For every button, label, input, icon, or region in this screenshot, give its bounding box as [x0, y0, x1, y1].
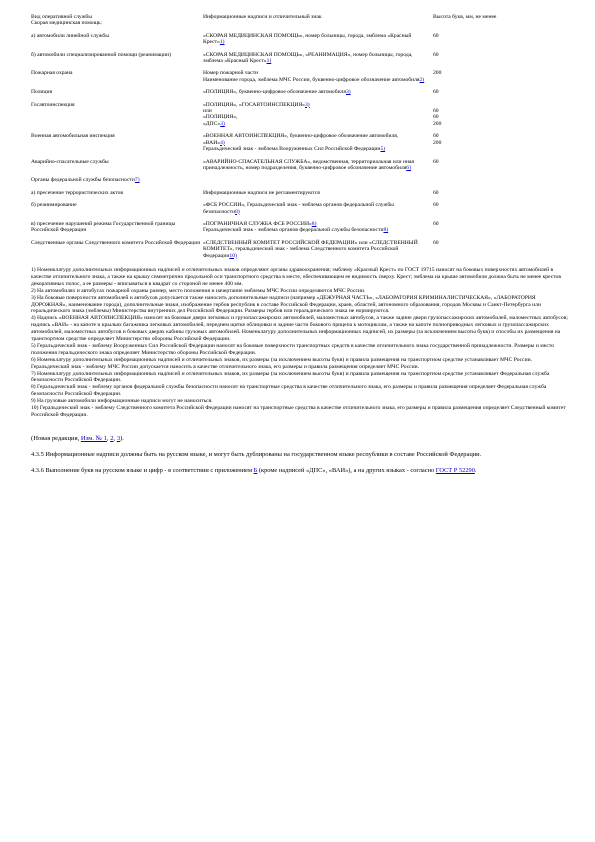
footnote-link[interactable]: 8)	[383, 227, 389, 234]
inscription-cell: «ФСБ РОССИИ», Геральдический знак - эмблема органов федеральной службы безопасности8)	[203, 202, 394, 215]
spec-table	[31, 14, 579, 259]
service-type-cell: б) реанимирование	[31, 202, 77, 209]
appendix-b-link[interactable]: Б	[253, 467, 258, 475]
service-type-cell: Пожарная охрана	[31, 70, 73, 77]
service-type-cell: Следственные органы Следственного комитета Российской Федерации	[31, 239, 201, 246]
table-row	[31, 196, 579, 215]
service-type-cell: а) пресечение террористических актов	[31, 189, 124, 196]
paragraph-4-3-6: 4.3.6 Выполнение букв на русском языке и цифр - в соответствии с приложением Б (кроме надписей «ДПС», «ВАИ»), а на других языках - согласно ГОСТ Р 52290.	[31, 467, 477, 475]
letter-height-cell: 60	[433, 202, 439, 209]
service-type-cell: Аварийно-спасательные службы	[31, 158, 109, 165]
letter-height-cell: 200	[433, 139, 442, 146]
footnote-link[interactable]: 5)	[380, 146, 386, 153]
service-type-cell: Военная автомобильная инспекция	[31, 133, 115, 140]
letter-height-cell: 60	[433, 133, 439, 140]
footnote-link[interactable]: 8)	[311, 220, 317, 227]
table-row	[31, 83, 579, 95]
inscription-cell: «ПОЛИЦИЯ», буквенно-цифровое обозначение автомобиля3)	[203, 89, 351, 96]
table-row	[31, 171, 579, 183]
footnote-link[interactable]: 6)	[406, 164, 411, 171]
table-row	[31, 27, 579, 46]
footnote: 5) Геральдический знак - эмблему Вооруженных Сил Российской Федерации наносят на боковые поверхности транспортных средств в качестве отличительного знака государственной принадлежности. Размеры и место положения геральдического знака определяет Министерство обороны Российской Федерации.	[31, 342, 555, 356]
footnote: 10) Геральдический знак - эмблему Следственного комитета Российской Федерации наносят на транспортные средства в качестве отличительного знака, его размеры и правила размещения определяет Следственный комитет Российской Федерации.	[31, 405, 566, 418]
table-row	[31, 127, 579, 139]
letter-height-cell: 60	[433, 239, 439, 246]
service-type-cell: Органы федеральной службы безопасности7)	[31, 177, 140, 184]
service-type-cell: Скорая медицинская помощь:	[31, 20, 102, 27]
table-row	[31, 234, 579, 259]
inscription-cell: «ПОЛИЦИЯ», «ГОСАВТОИНСПЕКЦИЯ»3)	[203, 101, 310, 108]
footnote-link[interactable]: 2)	[419, 76, 425, 83]
letter-height-cell	[431, 96, 579, 108]
letter-height-cell: 60	[433, 114, 439, 121]
table-row	[31, 96, 579, 108]
inscription-cell: Номер пожарной части	[203, 70, 259, 77]
inscription-cell: или	[203, 108, 212, 115]
table-row	[31, 46, 579, 65]
service-type-cell: Госавтоинспекция	[31, 101, 75, 108]
document-page	[31, 14, 571, 484]
inscription-cell: Наименование города, эмблема МЧС России, буквенно-цифровое обозначение автомобиля2)	[203, 76, 425, 83]
footnote: 4) Надпись «ВОЕННАЯ АВТОИНСПЕКЦИЯ» наносят на боковые двери легковых и грузопассажирских автомобилей, маломестных автобусов, а также задние двери грузопассажирских автомобилей, маломестных автобусов; надпись «ВАИ» - на капоте и крыльях багажника легковых автомобилей, переднем щитке облицовки и задние части бокового прицепа к мотоциклам, а также на капоте полноприводных легковых и грузопассажирских автомобилей, маломестных автобусов и боковых дверях кабины грузовых автомобилей. Номенклатуру дополнительных информационных надписей, их размеры (за исключением высоты букв) и способы их размещения на транспортном средстве определяет Министерство обороны Российской Федерации.	[31, 315, 568, 343]
footnote: 7) Номенклатуру дополнительных информационных надписей и отличительных знаков, их размеры (за исключением высоты букв) и правила размещения на транспортном средстве устанавливает Федеральная служба безопасности Российской Федерации.	[31, 370, 550, 384]
inscription-cell: «СКОРАЯ МЕДИЦИНСКАЯ ПОМОЩЬ», «РЕАНИМАЦИЯ», номер больницы, города, эмблема «Красный Крест»1)	[203, 51, 413, 65]
inscription-cell: Геральдический знак - эмблема Вооруженных Сил Российской Федерации5)	[203, 146, 386, 153]
footnote: 8) Геральдический знак - эмблему органов федеральной службы безопасности наносят на транспортные средства в качестве отличительного знака, его размеры и правила размещения определяет Федеральная служба безопасности Российской Федерации.	[31, 384, 547, 398]
letter-height-cell: 200	[433, 70, 442, 77]
header-inscriptions: Информационные надписи и отличительный знак	[203, 14, 322, 20]
header-letter-height: Высота букв, мм, не менее	[433, 14, 497, 20]
footnote: 9) На грузовые автомобили информационные надписи могут не наноситься.	[31, 398, 213, 405]
letter-height-cell: 60	[433, 32, 439, 39]
footnote-link[interactable]: 3)	[220, 120, 225, 127]
inscription-cell: «ПОГРАНИЧНАЯ СЛУЖБА ФСБ РОССИИ»8) Геральдический знак - эмблема органов федеральной службы безопасности8)	[203, 220, 389, 234]
redaction-note: (Новая редакция, Изм. № 1, 2, 3).	[31, 434, 124, 442]
letter-height-cell: 60	[433, 220, 439, 227]
footnotes	[31, 267, 571, 419]
footnote-link[interactable]: 8)	[235, 208, 240, 215]
letter-height-cell: 200	[433, 120, 442, 127]
letter-height-cell	[431, 171, 579, 183]
letter-height-cell: 60	[433, 189, 439, 196]
service-type-cell: Полиция	[31, 89, 53, 96]
body-paragraphs	[31, 451, 571, 476]
service-type-cell: б) автомобили специализированной помощи (реанимации)	[31, 51, 172, 58]
amendment-1-link[interactable]: Изм. № 1	[80, 434, 107, 442]
inscription-cell	[203, 171, 431, 183]
inscription-cell: «СКОРАЯ МЕДИЦИНСКАЯ ПОМОЩЬ», номер больницы, города, эмблема «Красный Крест»1)	[203, 32, 412, 46]
footnote-link[interactable]: 7)	[134, 177, 140, 184]
inscription-cell: «ПОЛИЦИЯ»,	[203, 114, 238, 121]
service-type-cell: в) пресечение нарушений режима Государственной границы Российской Федерации	[31, 220, 176, 234]
amendment-2-link[interactable]: 2	[110, 434, 114, 442]
letter-height-cell: 60	[433, 89, 439, 96]
letter-height-cell: 60	[433, 51, 439, 58]
table-row	[31, 184, 579, 196]
footnote-link[interactable]: 1)	[266, 58, 272, 65]
footnote-link[interactable]: 3)	[345, 89, 351, 96]
header-service-type: Вид оперативной службы	[31, 14, 93, 20]
inscription-cell: Информационные надписи не регламентируются	[203, 189, 320, 196]
inscription-cell: «ВОЕННАЯ АВТОИНСПЕКЦИЯ», буквенно-цифровое обозначение автомобиля,	[203, 133, 399, 140]
inscription-cell: «СЛЕДСТВЕННЫЙ КОМИТЕТ РОССИЙСКОЙ ФЕДЕРАЦИИ» или «СЛЕДСТВЕННЫЙ КОМИТЕТ», геральдический знак - эмблема Следственного комитета Российской Федерации10)	[203, 239, 418, 259]
inscription-cell: «ДПС»3)	[203, 120, 225, 127]
letter-height-cell: 60	[433, 108, 439, 115]
paragraph-4-3-5: 4.3.5 Информационные надписи должны быть на русском языке, и могут быть дублированы на государственном языке республики в составе Российской Федерации.	[31, 450, 482, 458]
footnote-link[interactable]: 1)	[219, 39, 225, 46]
footnote: 6) Номенклатуру дополнительных информационных надписей и отличительных знаков, их размеры (за исключением высоты букв) и правила размещения на транспортном средстве устанавливает МЧС России. Геральдический знак - эмблему МЧС России допускается наносить в качестве отличительного знака, его размеры и правила размещения определяет МЧС России.	[31, 356, 532, 370]
table-row	[31, 215, 579, 234]
footnote: 2) На автомобилях и автобусах пожарной охраны размер, место положения и начертание эмблемы МЧС России определяются МЧС России.	[31, 287, 366, 294]
service-type-cell: а) автомобили линейной службы	[31, 32, 109, 39]
footnote: 1) Номенклатуру дополнительных информационных надписей и отличительных знаков определяют органы здравоохранения; эмблему «Красный Крест» по ГОСТ 19715 наносят на боковых поверхностях автомобилей в качестве отличительного знака, а также на крышу симметрично продольной оси транспортного средства в месте, обеспечивающем ее видимость сверху. Крест; эмблема на крыше автомобиля должна быть не менее крестов декоративных полос, а ее размеры - вписываться в квадрат со стороной не менее 400 мм.	[31, 266, 561, 287]
inscription-cell: «АВАРИЙНО-СПАСАТЕЛЬНАЯ СЛУЖБА», ведомственная, территориальная или иная принадлежность, номер подразделения, буквенно-цифровое обозначение автомобиля6)	[203, 158, 414, 171]
inscription-cell: «ВАИ»4)	[203, 139, 225, 146]
footnote-link[interactable]: 10)	[229, 252, 237, 259]
footnote-link[interactable]: 3)	[304, 101, 310, 108]
amendment-3-link[interactable]: 3	[116, 434, 121, 442]
footnote-link[interactable]: 4)	[220, 139, 225, 146]
footnote: 3) На боковые поверхности автомобилей и автобусов допускается также наносить дополнительные надписи (например «ДЕЖУРНАЯ ЧАСТЬ», «ЛАБОРАТОРИЯ КРИМИНАЛИСТИЧЕСКАЯ», «ЛАБОРАТОРИЯ ДОРОЖНАЯ», наименование города), дополнительные знаки, изображение гербов республик в составе Российской Федерации, краев, областей, автономного образования, городов Москвы и Санкт-Петербурга или геральдического знака (эмблемы) Министерства внутренних дел Российской Федерации. Размеры гербов или геральдического знака не нормируются.	[31, 294, 541, 315]
table-row	[31, 64, 579, 76]
letter-height-cell: 60	[433, 158, 439, 165]
gost-r-52290-link[interactable]: ГОСТ Р 52290	[435, 467, 475, 475]
table-row	[31, 153, 579, 172]
